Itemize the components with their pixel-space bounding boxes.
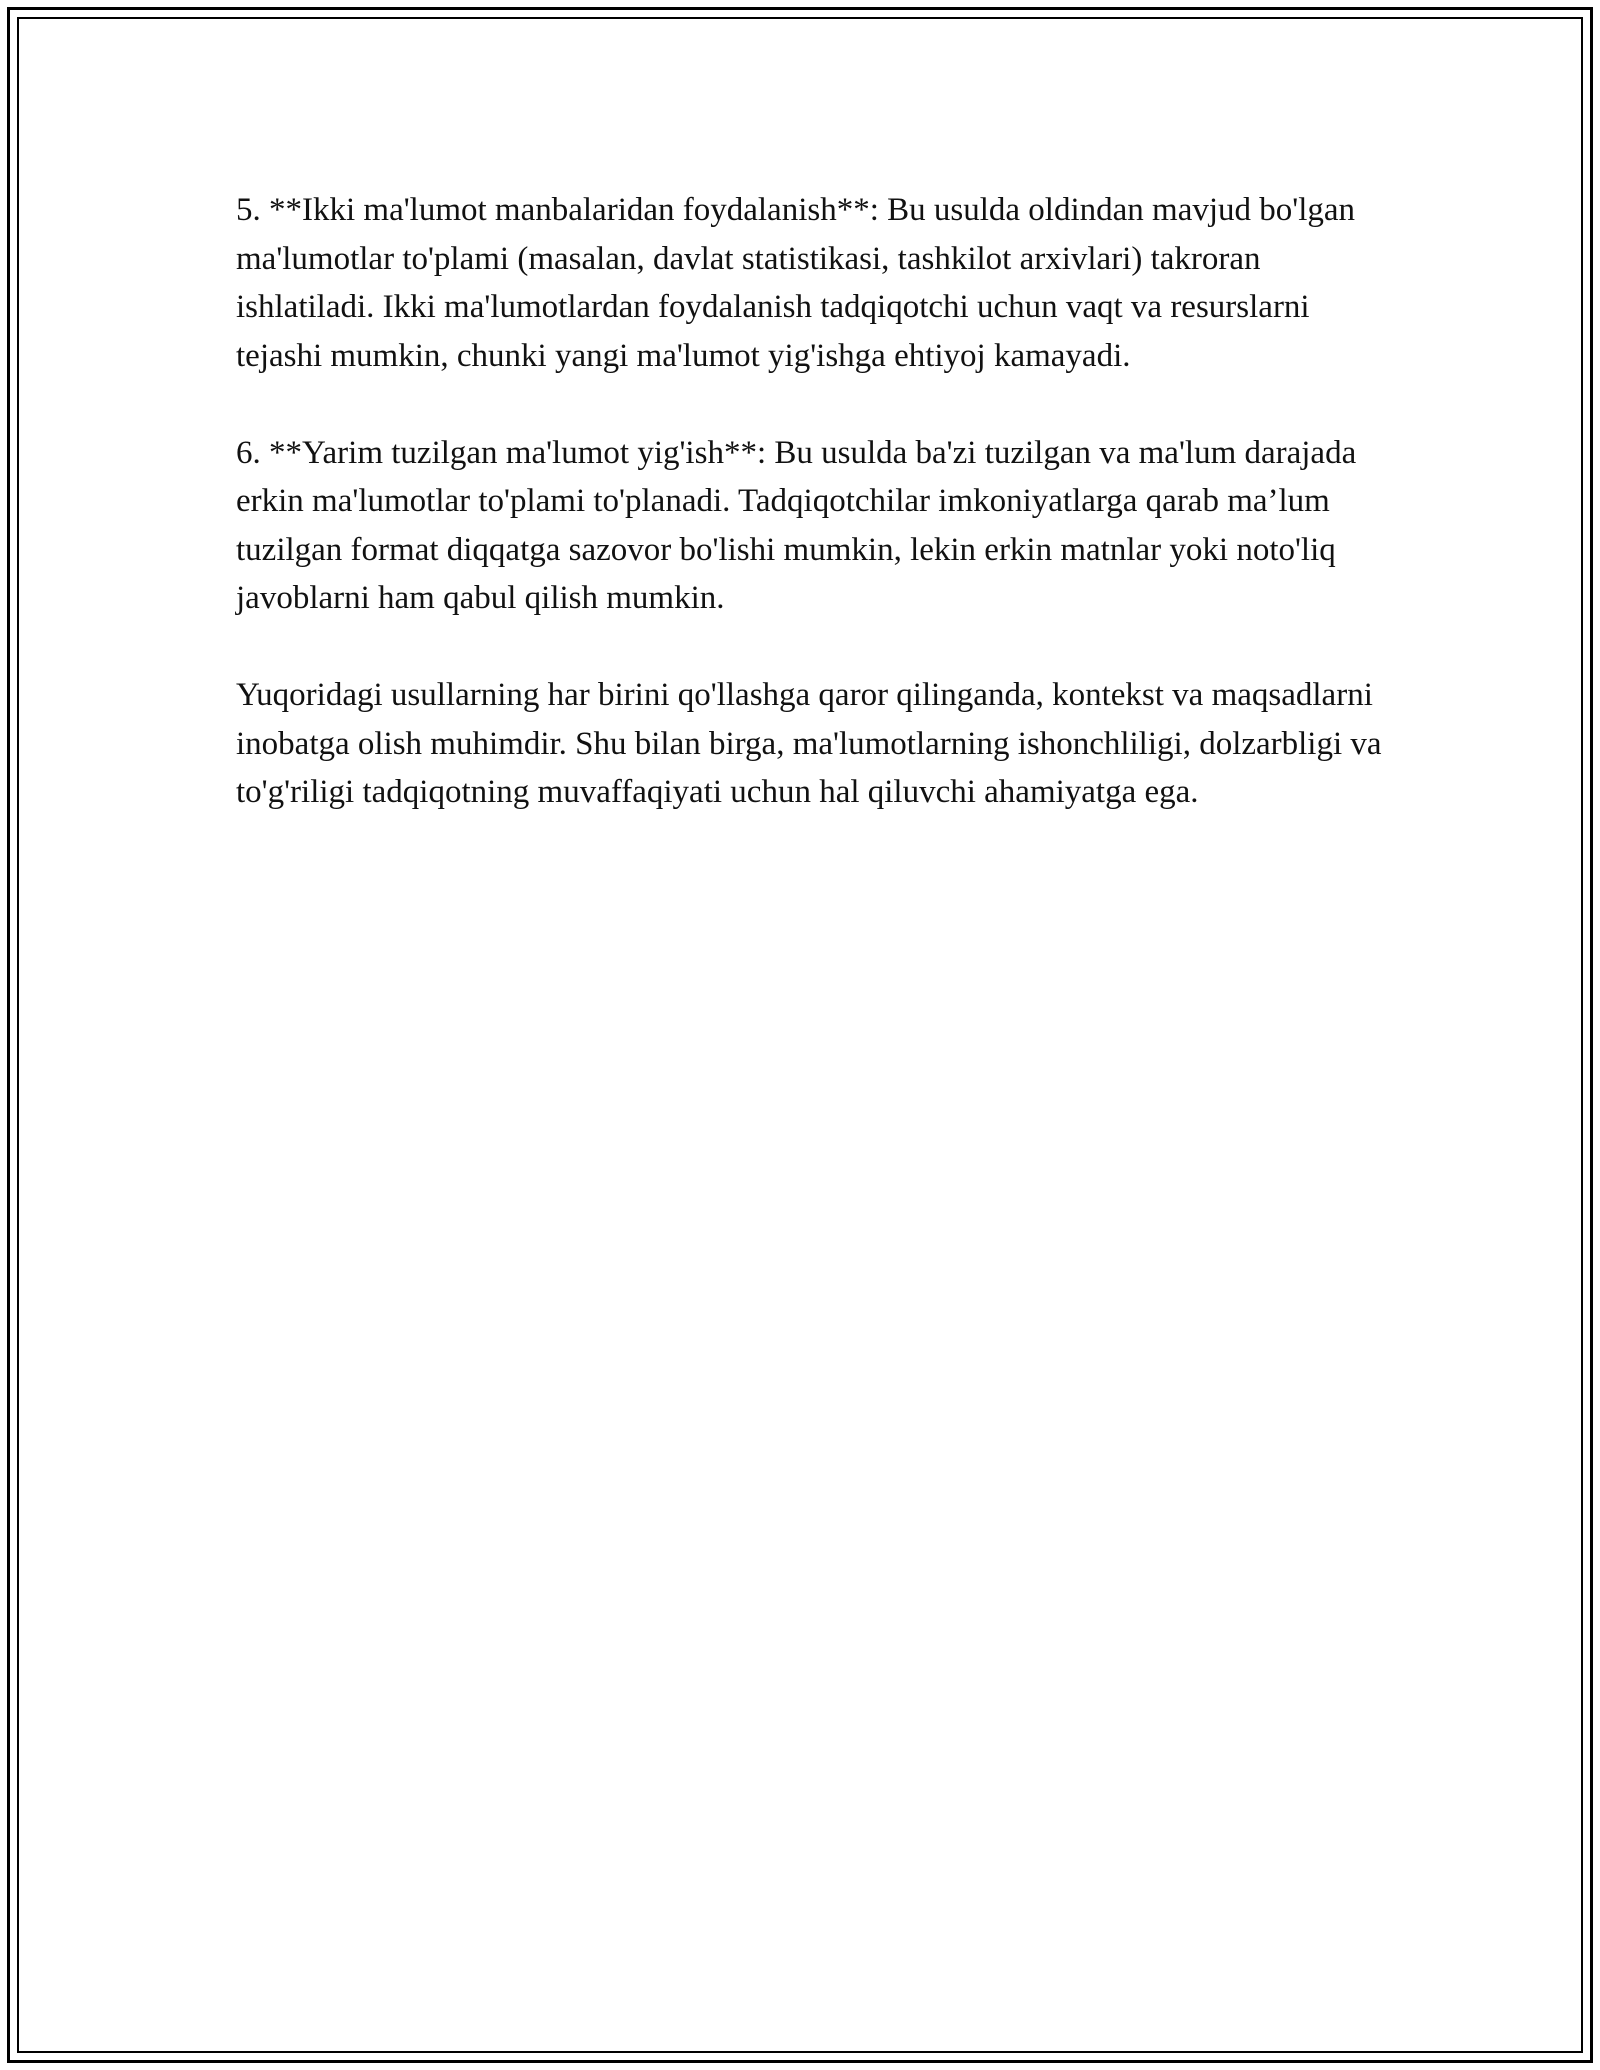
paragraph-item-6: 6. **Yarim tuzilgan ma'lumot yig'ish**: Bu usulda ba'zi tuzilgan va ma'lum darajada erkin ma'lumotlar to'plami to'planadi. Tadqiqotchilar imkoniyatlarga qarab ma’lum tuzilgan format diqqatga sazovor bo'lishi mumkin, lekin erkin matnlar yoki noto'liq javoblarni ham qabul qilish mumkin. [236, 434, 1357, 616]
paragraph-item-5: 5. **Ikki ma'lumot manbalaridan foydalanish**: Bu usulda oldindan mavjud bo'lgan ma'lumotlar to'plami (masalan, davlat statistikasi, tashkilot arxivlari) takroran ishlatiladi. Ikki ma'lumotlardan foydalanish tadqiqotchi uchun vaqt va resurslarni tejashi mumkin, chunki yangi ma'lumot yig'ishga ehtiyoj kamayadi. [236, 192, 1356, 374]
paragraph-conclusion: Yuqoridagi usullarning har birini qo'llashga qaror qilinganda, kontekst va maqsadlarni inobatga olish muhimdir. Shu bilan birga, ma'lumotlarning ishonchliligi, dolzarbligi va to'g'riligi tadqiqotning muvaffaqiyati uchun hal qiluvchi ahamiyatga ega. [236, 677, 1382, 810]
document-body [236, 186, 1386, 865]
